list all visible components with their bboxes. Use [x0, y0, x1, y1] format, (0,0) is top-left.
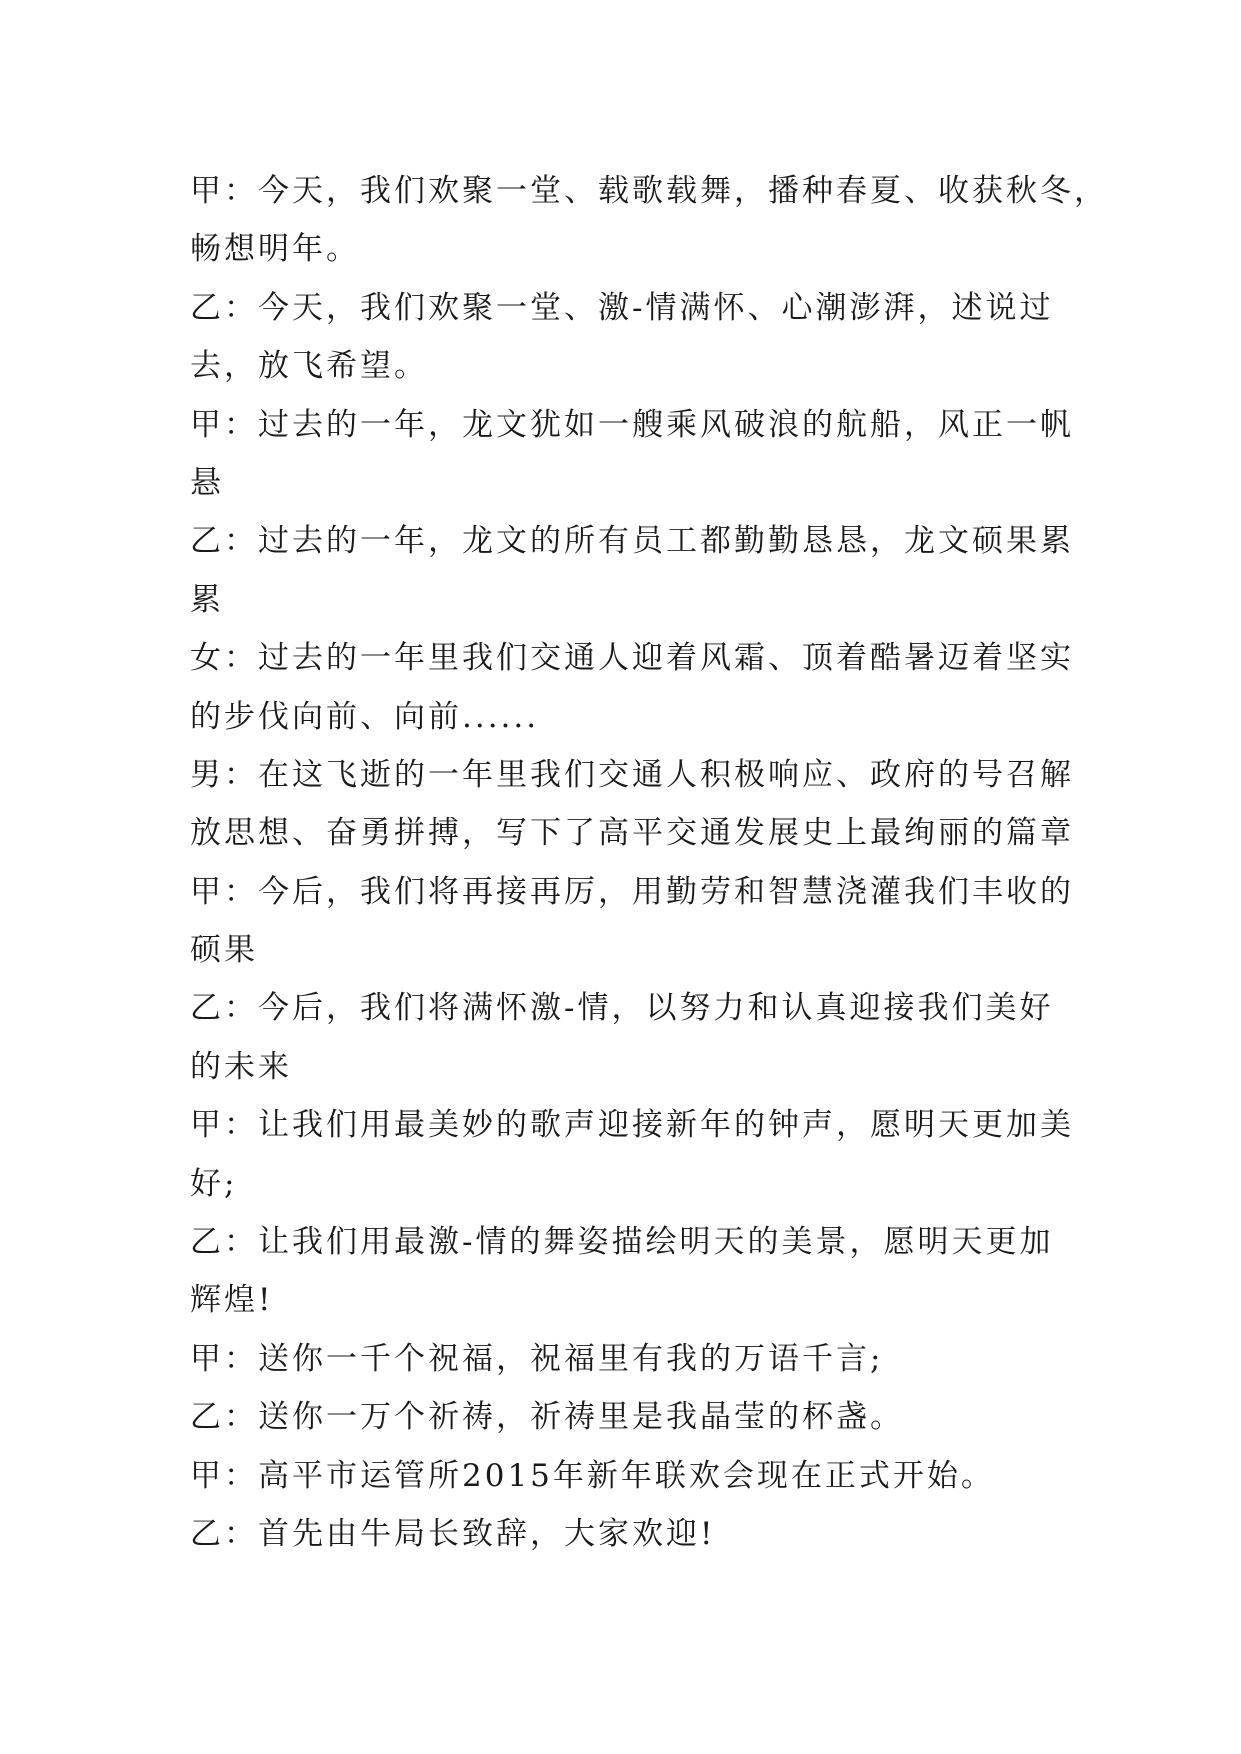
text-line: 的未来: [190, 1048, 292, 1085]
text-line: 的步伐向前、向前......: [190, 698, 540, 735]
document-body: [190, 162, 1108, 1563]
text-line: 乙：让我们用最激-情的舞姿描绘明天的美景，愿明天更加: [190, 1224, 1054, 1261]
text-line: 乙：首先由牛局长致辞，大家欢迎!: [190, 1515, 716, 1552]
text-line: 乙：今后，我们将满怀激-情，以努力和认真迎接我们美好: [190, 990, 1054, 1027]
text-line: 甲：今后，我们将再接再厉，用勤劳和智慧浇灌我们丰收的: [190, 873, 1074, 910]
text-line: 辉煌!: [190, 1282, 274, 1319]
text-line: 畅想明年。: [190, 231, 360, 268]
text-line: 男：在这飞逝的一年里我们交通人积极响应、政府的号召解: [190, 756, 1074, 793]
text-line: 悬: [190, 464, 224, 501]
text-line: 放思想、奋勇拼搏，写下了高平交通发展史上最绚丽的篇章: [190, 815, 1074, 852]
text-line: 女：过去的一年里我们交通人迎着风霜、顶着酷暑迈着坚实: [190, 640, 1074, 677]
text-line: 甲：今天，我们欢聚一堂、载歌载舞，播种春夏、收获秋冬，: [190, 173, 1108, 209]
text-line: 甲：过去的一年，龙文犹如一艘乘风破浪的航船，风正一帆: [190, 406, 1074, 443]
text-line: 去，放飞希望。: [190, 348, 428, 385]
text-line: 好;: [190, 1165, 238, 1202]
text-line: 乙：过去的一年，龙文的所有员工都勤勤恳恳，龙文硕果累: [190, 523, 1074, 560]
text-line: 累: [190, 581, 224, 618]
text-line: 甲：高平市运管所2015年新年联欢会现在正式开始。: [190, 1457, 995, 1494]
text-line: 乙：送你一万个祈祷，祈祷里是我晶莹的杯盏。: [190, 1399, 904, 1436]
text-line: 甲：让我们用最美妙的歌声迎接新年的钟声，愿明天更加美: [190, 1107, 1074, 1144]
text-line: 甲：送你一千个祝福，祝福里有我的万语千言;: [190, 1340, 884, 1377]
text-line: 乙：今天，我们欢聚一堂、激-情满怀、心潮澎湃，述说过: [190, 289, 1054, 326]
text-line: 硕果: [190, 932, 258, 969]
